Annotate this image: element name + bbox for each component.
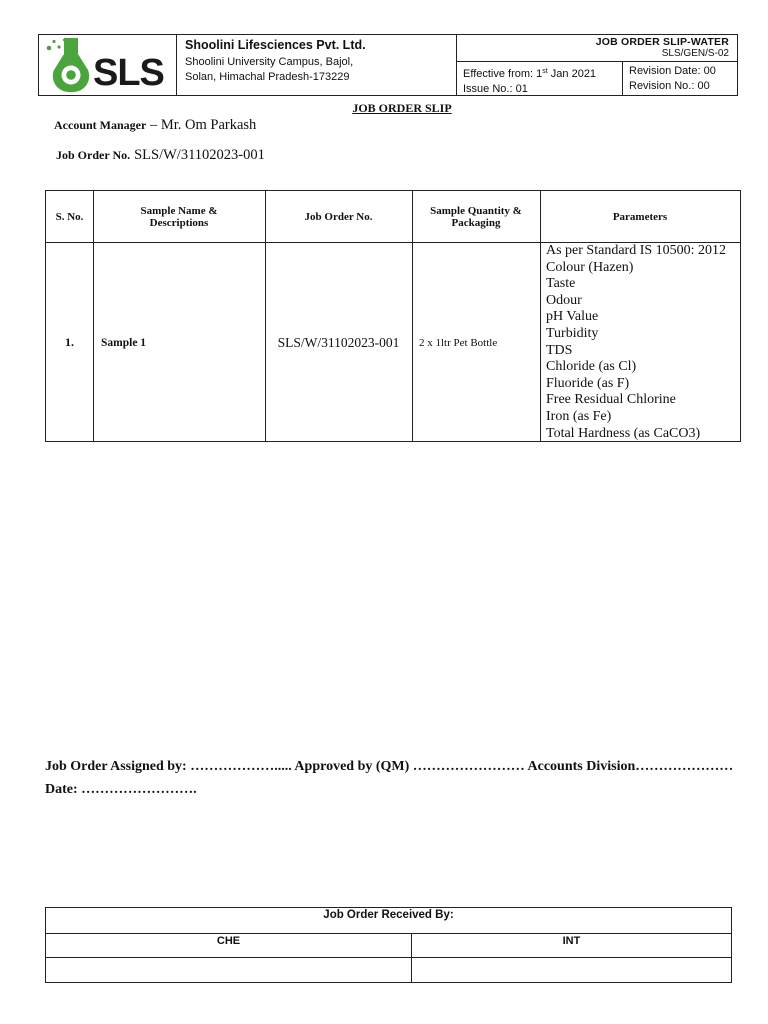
logo-text: SLS (93, 52, 164, 93)
parameter-item: Iron (as Fe) (546, 408, 612, 424)
company-address-line-2: Solan, Himachal Pradesh-173229 (185, 71, 350, 83)
revision-number: Revision No.: 00 (629, 80, 710, 92)
form-info-block (457, 35, 737, 95)
sample-table (45, 190, 741, 442)
effective-date: Effective from: 1st Jan 2021 (463, 68, 597, 80)
form-meta-row (457, 62, 737, 95)
row-quantity: 2 x 1ltr Pet Bottle (419, 336, 498, 349)
company-logo (39, 35, 177, 95)
header-job-order: Job Order No. (304, 210, 373, 223)
header-quantity: Sample Quantity & Packaging (430, 204, 522, 229)
received-by-table (45, 907, 732, 983)
received-by-title: Job Order Received By: (323, 909, 454, 921)
parameter-item: pH Value (546, 309, 599, 325)
job-order-line (56, 146, 265, 164)
date-line: Date: ……………………. (45, 782, 197, 797)
document-title: JOB ORDER SLIP (352, 101, 452, 115)
parameter-item: Chloride (as Cl) (546, 359, 637, 375)
form-title-cell (457, 35, 737, 62)
company-name: Shoolini Lifesciences Pvt. Ltd. (185, 38, 366, 52)
parameter-item: TDS (546, 342, 573, 358)
parameter-item: Free Residual Chlorine (546, 392, 676, 408)
revision-cell (623, 62, 737, 95)
company-block (177, 35, 457, 95)
header-sno: S. No. (55, 210, 84, 223)
parameter-item: As per Standard IS 10500: 2012 (546, 243, 727, 258)
row-job-order: SLS/W/31102023-001 (277, 334, 400, 350)
parameter-item: Turbidity (546, 325, 599, 341)
parameter-item: Colour (Hazen) (546, 259, 634, 275)
account-manager-label: Account Manager (54, 118, 147, 132)
flask-logo-icon (43, 37, 173, 93)
issue-number: Issue No.: 01 (463, 83, 528, 95)
document-header (38, 34, 738, 96)
row-parameters (540, 243, 740, 442)
parameters-list (546, 243, 726, 442)
parameter-item: Fluoride (as F) (546, 375, 630, 391)
parameter-item: Odour (546, 292, 582, 308)
received-col-int: INT (562, 935, 581, 947)
parameter-item: Taste (546, 276, 576, 292)
account-manager-line (54, 116, 256, 134)
revision-date: Revision Date: 00 (629, 65, 716, 77)
form-title: JOB ORDER SLIP-WATER (595, 36, 729, 48)
row-sample-name: Sample 1 (101, 336, 147, 349)
header-parameters: Parameters (612, 210, 668, 223)
job-order-value: SLS/W/31102023-001 (134, 147, 265, 163)
company-address-line-1: Shoolini University Campus, Bajol, (185, 56, 354, 68)
form-code: SLS/GEN/S-02 (661, 48, 729, 59)
row-sno: 1. (65, 335, 74, 349)
account-manager-dash: – (146, 117, 161, 133)
job-order-label: Job Order No. (56, 148, 131, 162)
effective-issue-cell (457, 62, 623, 95)
parameter-item: Total Hardness (as CaCO3) (546, 425, 701, 441)
header-sample-name: Sample Name & Descriptions (140, 204, 218, 229)
account-manager-value: Mr. Om Parkash (160, 117, 257, 133)
signature-line: Job Order Assigned by: ………………..... Approved by (QM) …………………… Accounts Division………………… (45, 759, 734, 774)
received-col-che: CHE (216, 935, 241, 947)
